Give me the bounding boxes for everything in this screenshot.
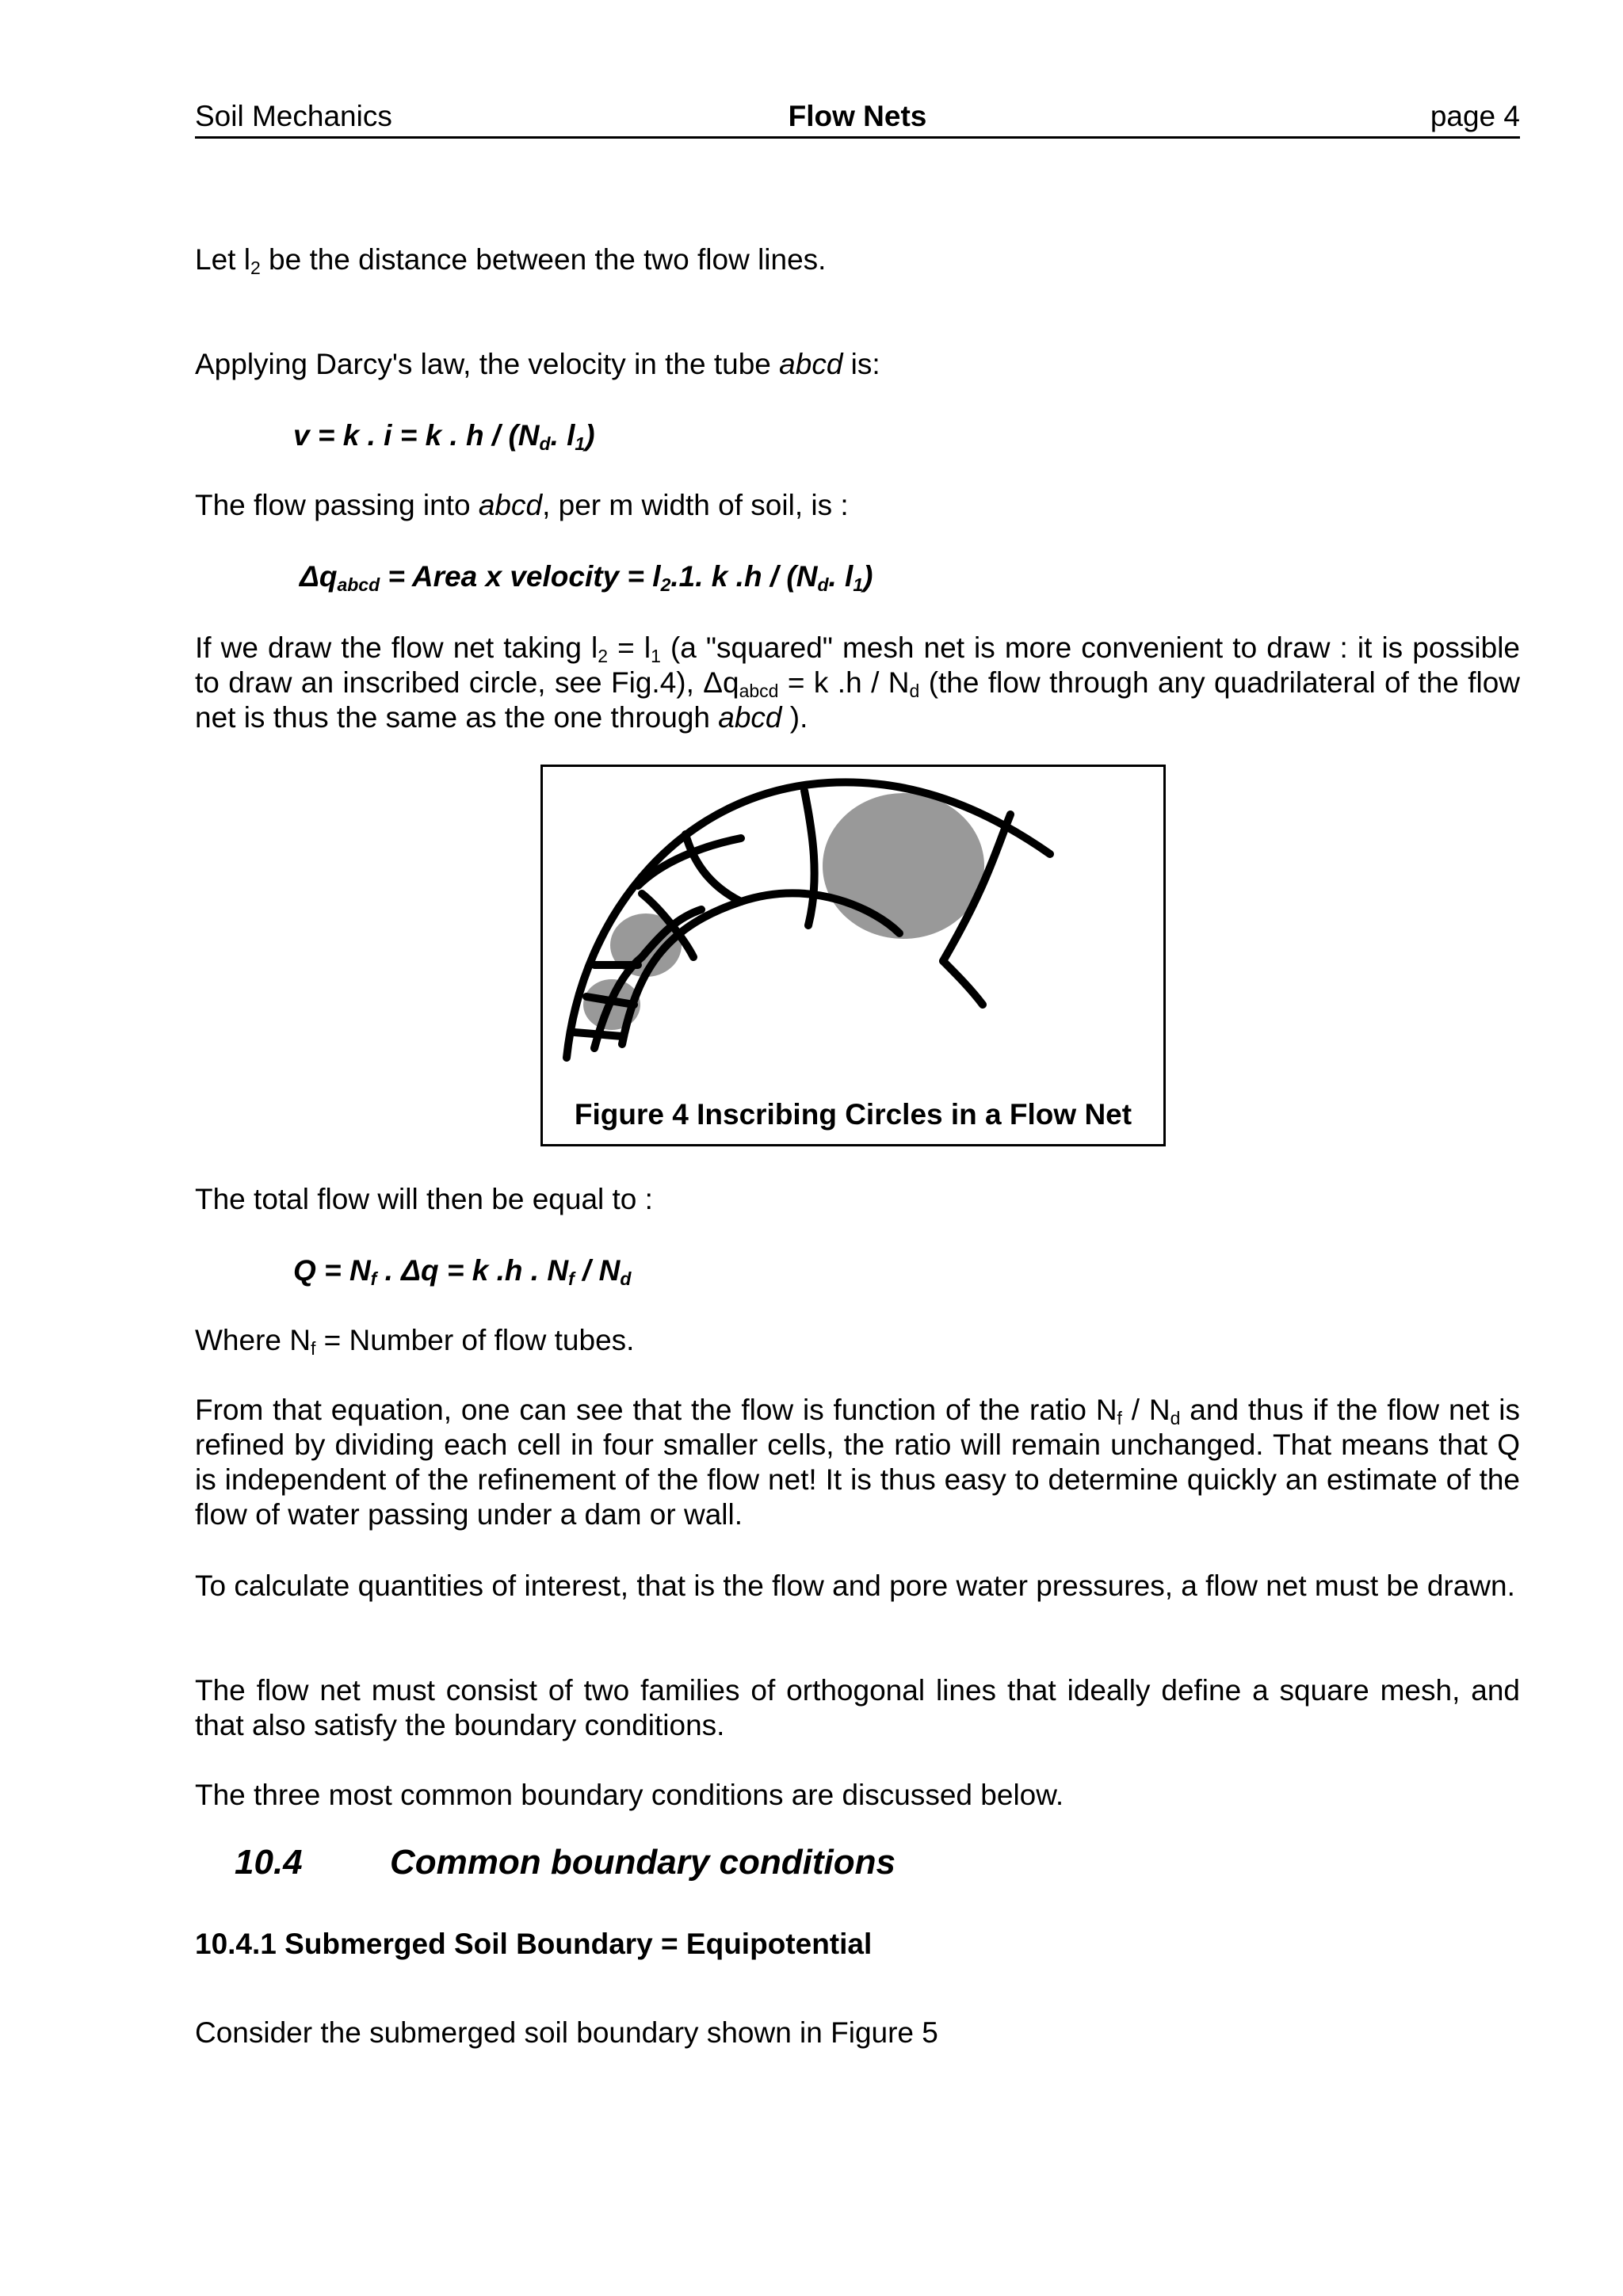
figure-caption: Figure 4 Inscribing Circles in a Flow Net <box>574 1098 1132 1131</box>
figure-4 <box>540 765 1166 1146</box>
header-course: Soil Mechanics <box>195 100 392 132</box>
paragraph-three-conditions: The three most common boundary conditions are discussed below. <box>195 1779 1064 1811</box>
header-page-number: page 4 <box>1430 100 1520 132</box>
section-title: Common boundary conditions <box>390 1843 896 1882</box>
header-chapter: Flow Nets <box>788 100 927 132</box>
equipotential-line-5 <box>804 791 815 925</box>
paragraph-where: Where $N_f$ = Number of flow tubes. <box>195 1324 635 1359</box>
equipotential-line-1 <box>575 1032 622 1036</box>
paragraph-total-flow: The total flow will then be equal to : <box>195 1183 653 1215</box>
paragraph-ratio: From that equation, one can see that the flow is function of the ratio $N_f / N_d$ and thus if the flow net is refined by dividing each cell in four smaller cells, the ratio will remain unchanged. That means that Q is independent of the refinement of the flow net! It is thus easy to determine quickly an estimate of the flow of water passing under a dam or wall. <box>195 1394 1520 1531</box>
paragraph-consider: Consider the submerged soil boundary shown in Figure 5 <box>195 2016 938 2049</box>
page-header <box>195 100 1520 139</box>
paragraph-flow: The flow passing into abcd, per m width of soil, is : <box>195 489 849 521</box>
inscribed-circle-large <box>823 793 984 939</box>
equation-total-flow: $Q = N_f$ . Δq = k .h . $N_f / N_d$ <box>293 1254 632 1289</box>
flow-net-diagram <box>543 767 1163 1092</box>
paragraph-calculate: To calculate quantities of interest, that is the flow and pore water pressures, a flow net must be drawn. <box>195 1569 1515 1602</box>
paragraph-consist: The flow net must consist of two families of orthogonal lines that ideally define a square mesh, and that also satisfy the boundary conditions. <box>195 1674 1520 1741</box>
paragraph-l2: Let $l_2$ be the distance between the two flow lines. <box>195 243 827 278</box>
equation-delta-q: $\Delta q_{abcd}$ = Area x velocity = $l_2.1$. k .h / ($N_d$. $l_1$) <box>300 560 873 595</box>
subsection-title: 10.4.1 Submerged Soil Boundary = Equipotential <box>195 1928 873 1960</box>
paragraph-squared-mesh: If we draw the flow net taking $l_2 = l_1$ (a "squared" mesh net is more convenient to draw : it is possible to draw an inscribed circle, see Fig.4), $\Delta q_{abcd} = k$ .h / $N_d$ (the flow through any quadrilateral of the flow net is thus the same as the one through abcd ). <box>195 631 1521 734</box>
equation-velocity: v = k . i = k . h / ($N_d$. $l_1$) <box>293 419 595 454</box>
equipotential-line-7 <box>943 961 983 1005</box>
paragraph-darcy: Applying Darcy's law, the velocity in the tube abcd is: <box>195 348 880 380</box>
section-number: 10.4 <box>235 1843 303 1882</box>
